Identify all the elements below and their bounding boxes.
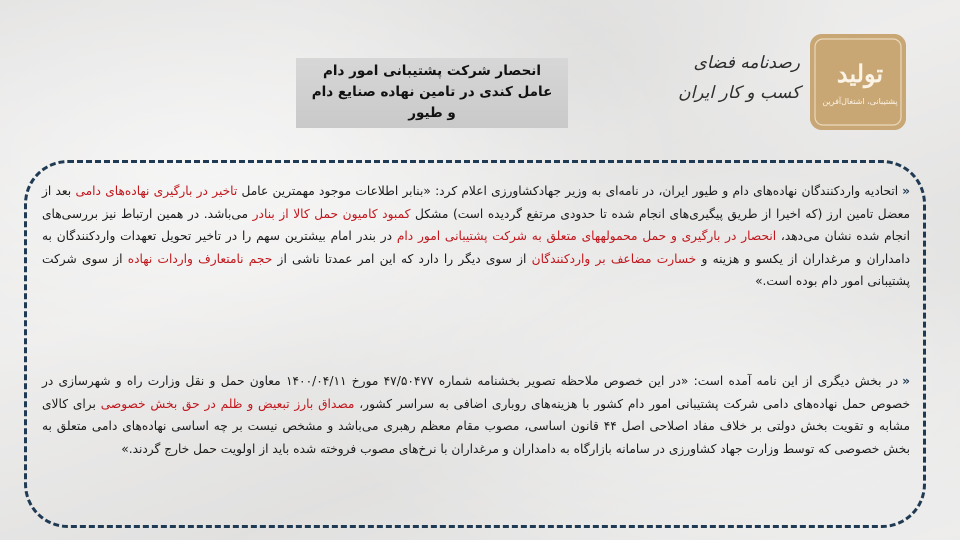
paragraph-1-highlight-5: حجم نامتعارف واردات نهاده [127,251,273,266]
paragraph-1-highlight-4: خسارت مضاعف بر واردکنندگان [531,251,697,266]
paragraph-1-text-6: از سوی شرکت پشتیبانی امور دام بوده است.» [42,251,910,289]
paragraph-1-text-5: از سوی دیگر را دارد که این امر عمدتا ناشی از [272,251,532,266]
brand-line-2: کسب و کار ایران [678,83,800,103]
paragraph-1-text-4: در بندر امام بیشترین سهم را در تاخیر تحویل تعهدات واردکنندگان به دامداران و مرغداران از یکسو و هزینه و [42,229,911,266]
paragraph-2-highlight-1: مصداق بارز تبعیض و ظلم در حق بخش خصوصی [100,396,355,411]
logo-subtext: پشتیبانی، اشتغال‌آفرین [822,97,898,106]
paragraph-2 [42,370,910,460]
title-line-3: و طیور [408,105,456,121]
paragraph-1-highlight-3: انحصار در بارگیری و حمل محمولههای متعلق به شرکت پشتیبانی امور دام [396,229,777,244]
logo-text: تولید [836,59,884,88]
paragraph-1-text-3: می‌باشد. در همین ارتباط نیز بررسی‌های انجام شده نشان می‌دهد، [42,206,911,244]
brand-line-1: رصدنامه فضای [693,53,800,73]
logo-emblem [810,34,906,130]
bullet-icon: « [902,374,910,388]
paragraph-1-highlight-1: تاخیر در بارگیری نهاده‌های دامی [75,184,238,198]
paragraph-2-text-2: برای کالای مشابه و تقویت بخش دولتی بر خلاف مفاد اصلاحی اصل ۴۴ قانون اساسی، مصوب مقام معظم رهبری می‌باشد و مشخص نیست بر چه اساسی نهاده‌های دامی متعلق به بخش خصوصی که توسط وزارت جهاد کشاورزی در سامانه بازارگاه به دامداران و مرغداران با نرخ‌های مصوب فروخته شده باید از اولویت حمل خارج گردند.» [42,396,910,456]
paragraph-1-text-1: اتحادیه واردکنندگان نهاده‌های دام و طیور ایران، در نامه‌ای به وزیر جهادکشاورزی اعلام کرد: «بنابر اطلاعات موجود مهمترین عامل [237,184,899,198]
paragraph-1-highlight-2: کمبود کامیون حمل کالا از بنادر [252,206,411,221]
paragraph-2-text-1: در بخش دیگری از این نامه آمده است: «در این خصوص ملاحظه تصویر بخشنامه شماره ۴۷/۵۰۴۷۷ مورخ ۱۴۰۰/۰۴/۱۱ معاون حمل و نقل وزارت راه و شهرسازی در خصوص حمل نهاده‌های دامی شرکت پشتیبانی امور دام کشور با هزینه‌های روباری اضافی به سراسر کشور، [42,374,910,411]
paragraph-1-text-2: بعد از معضل تامین ارز (که اخیرا از طریق پیگیری‌های انجام شده تا حدودی مرتفع گردیده است) مشکل [42,184,911,221]
title-line-2: عامل کندی در تامین نهاده صنایع دام [311,84,553,100]
bullet-icon: « [902,184,910,198]
page-title [296,58,568,128]
logo [810,34,906,130]
paragraph-1 [42,180,910,293]
brand-name [680,48,800,108]
title-line-1: انحصار شرکت پشتیبانی امور دام [323,63,541,79]
